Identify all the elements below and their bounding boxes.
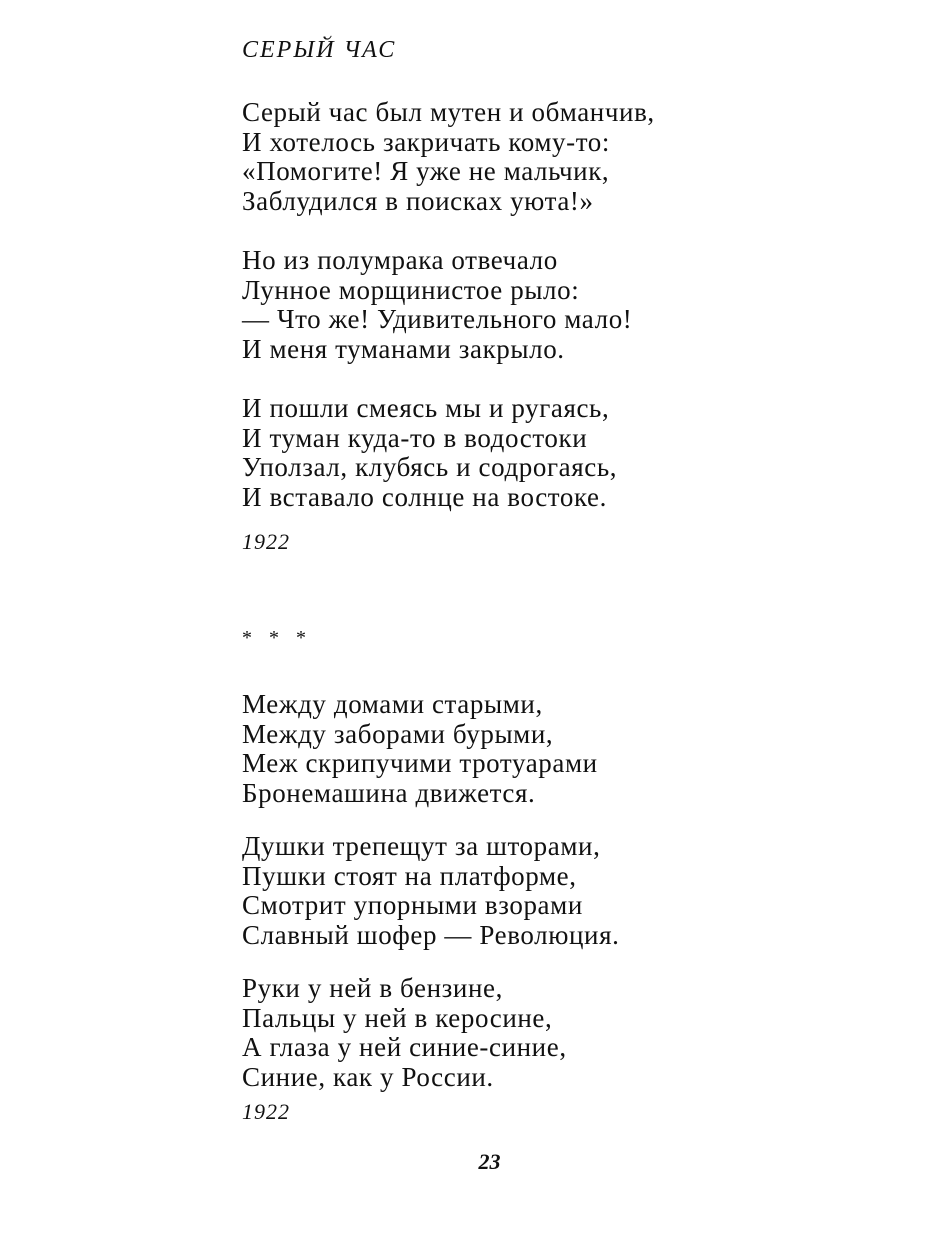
- verse-line: Пальцы у ней в керосине,: [242, 1002, 553, 1033]
- verse-line: Меж скрипучими тротуарами: [242, 748, 598, 778]
- verse-line: И пошли смеясь мы и ругаясь,: [242, 393, 610, 423]
- stanza: [242, 246, 632, 364]
- verse-line: Между домами старыми,: [242, 689, 543, 719]
- verse-line: — Что же! Удивительного мало!: [242, 304, 633, 334]
- verse-line: И меня туманами закрыло.: [242, 333, 565, 364]
- verse-line: Но из полумрака отвечало: [242, 245, 558, 275]
- verse-line: И вставало солнце на востоке.: [242, 481, 607, 512]
- stanza: [242, 394, 617, 512]
- verse-line: Пушки стоят на платформе,: [242, 860, 577, 891]
- verse-line: И туман куда-то в водостоки: [242, 422, 588, 453]
- verse-line: Славный шофер — Революция.: [242, 919, 620, 950]
- verse-line: Душки трепещут за шторами,: [242, 831, 601, 861]
- poem-year: 1922: [242, 1099, 290, 1124]
- verse-line: Серый час был мутен и обманчив,: [242, 97, 655, 127]
- verse-line: Смотрит упорными взорами: [242, 890, 583, 920]
- poem-year: 1922: [242, 529, 290, 554]
- page-number: 23: [478, 1149, 501, 1174]
- stanza: [242, 98, 655, 216]
- verse-line: Руки у ней в бензине,: [242, 973, 503, 1003]
- verse-line: А глаза у ней синие-синие,: [242, 1032, 567, 1062]
- stanza: [242, 974, 567, 1092]
- poem-title: СЕРЫЙ ЧАС: [242, 37, 397, 63]
- verse-line: Синие, как у России.: [242, 1061, 494, 1092]
- stanza: [242, 690, 598, 808]
- verse-line: Бронемашина движется.: [242, 777, 536, 808]
- verse-line: Уползал, клубясь и содрогаясь,: [242, 452, 618, 482]
- stanza: [242, 832, 619, 950]
- section-asterisks: * * *: [242, 627, 312, 649]
- verse-line: Между заборами бурыми,: [242, 718, 554, 749]
- verse-line: Лунное морщинистое рыло:: [242, 274, 580, 305]
- verse-line: Заблудился в поисках уюта!»: [242, 185, 594, 216]
- verse-line: «Помогите! Я уже не мальчик,: [242, 156, 610, 186]
- verse-line: И хотелось закричать кому-то:: [242, 126, 610, 157]
